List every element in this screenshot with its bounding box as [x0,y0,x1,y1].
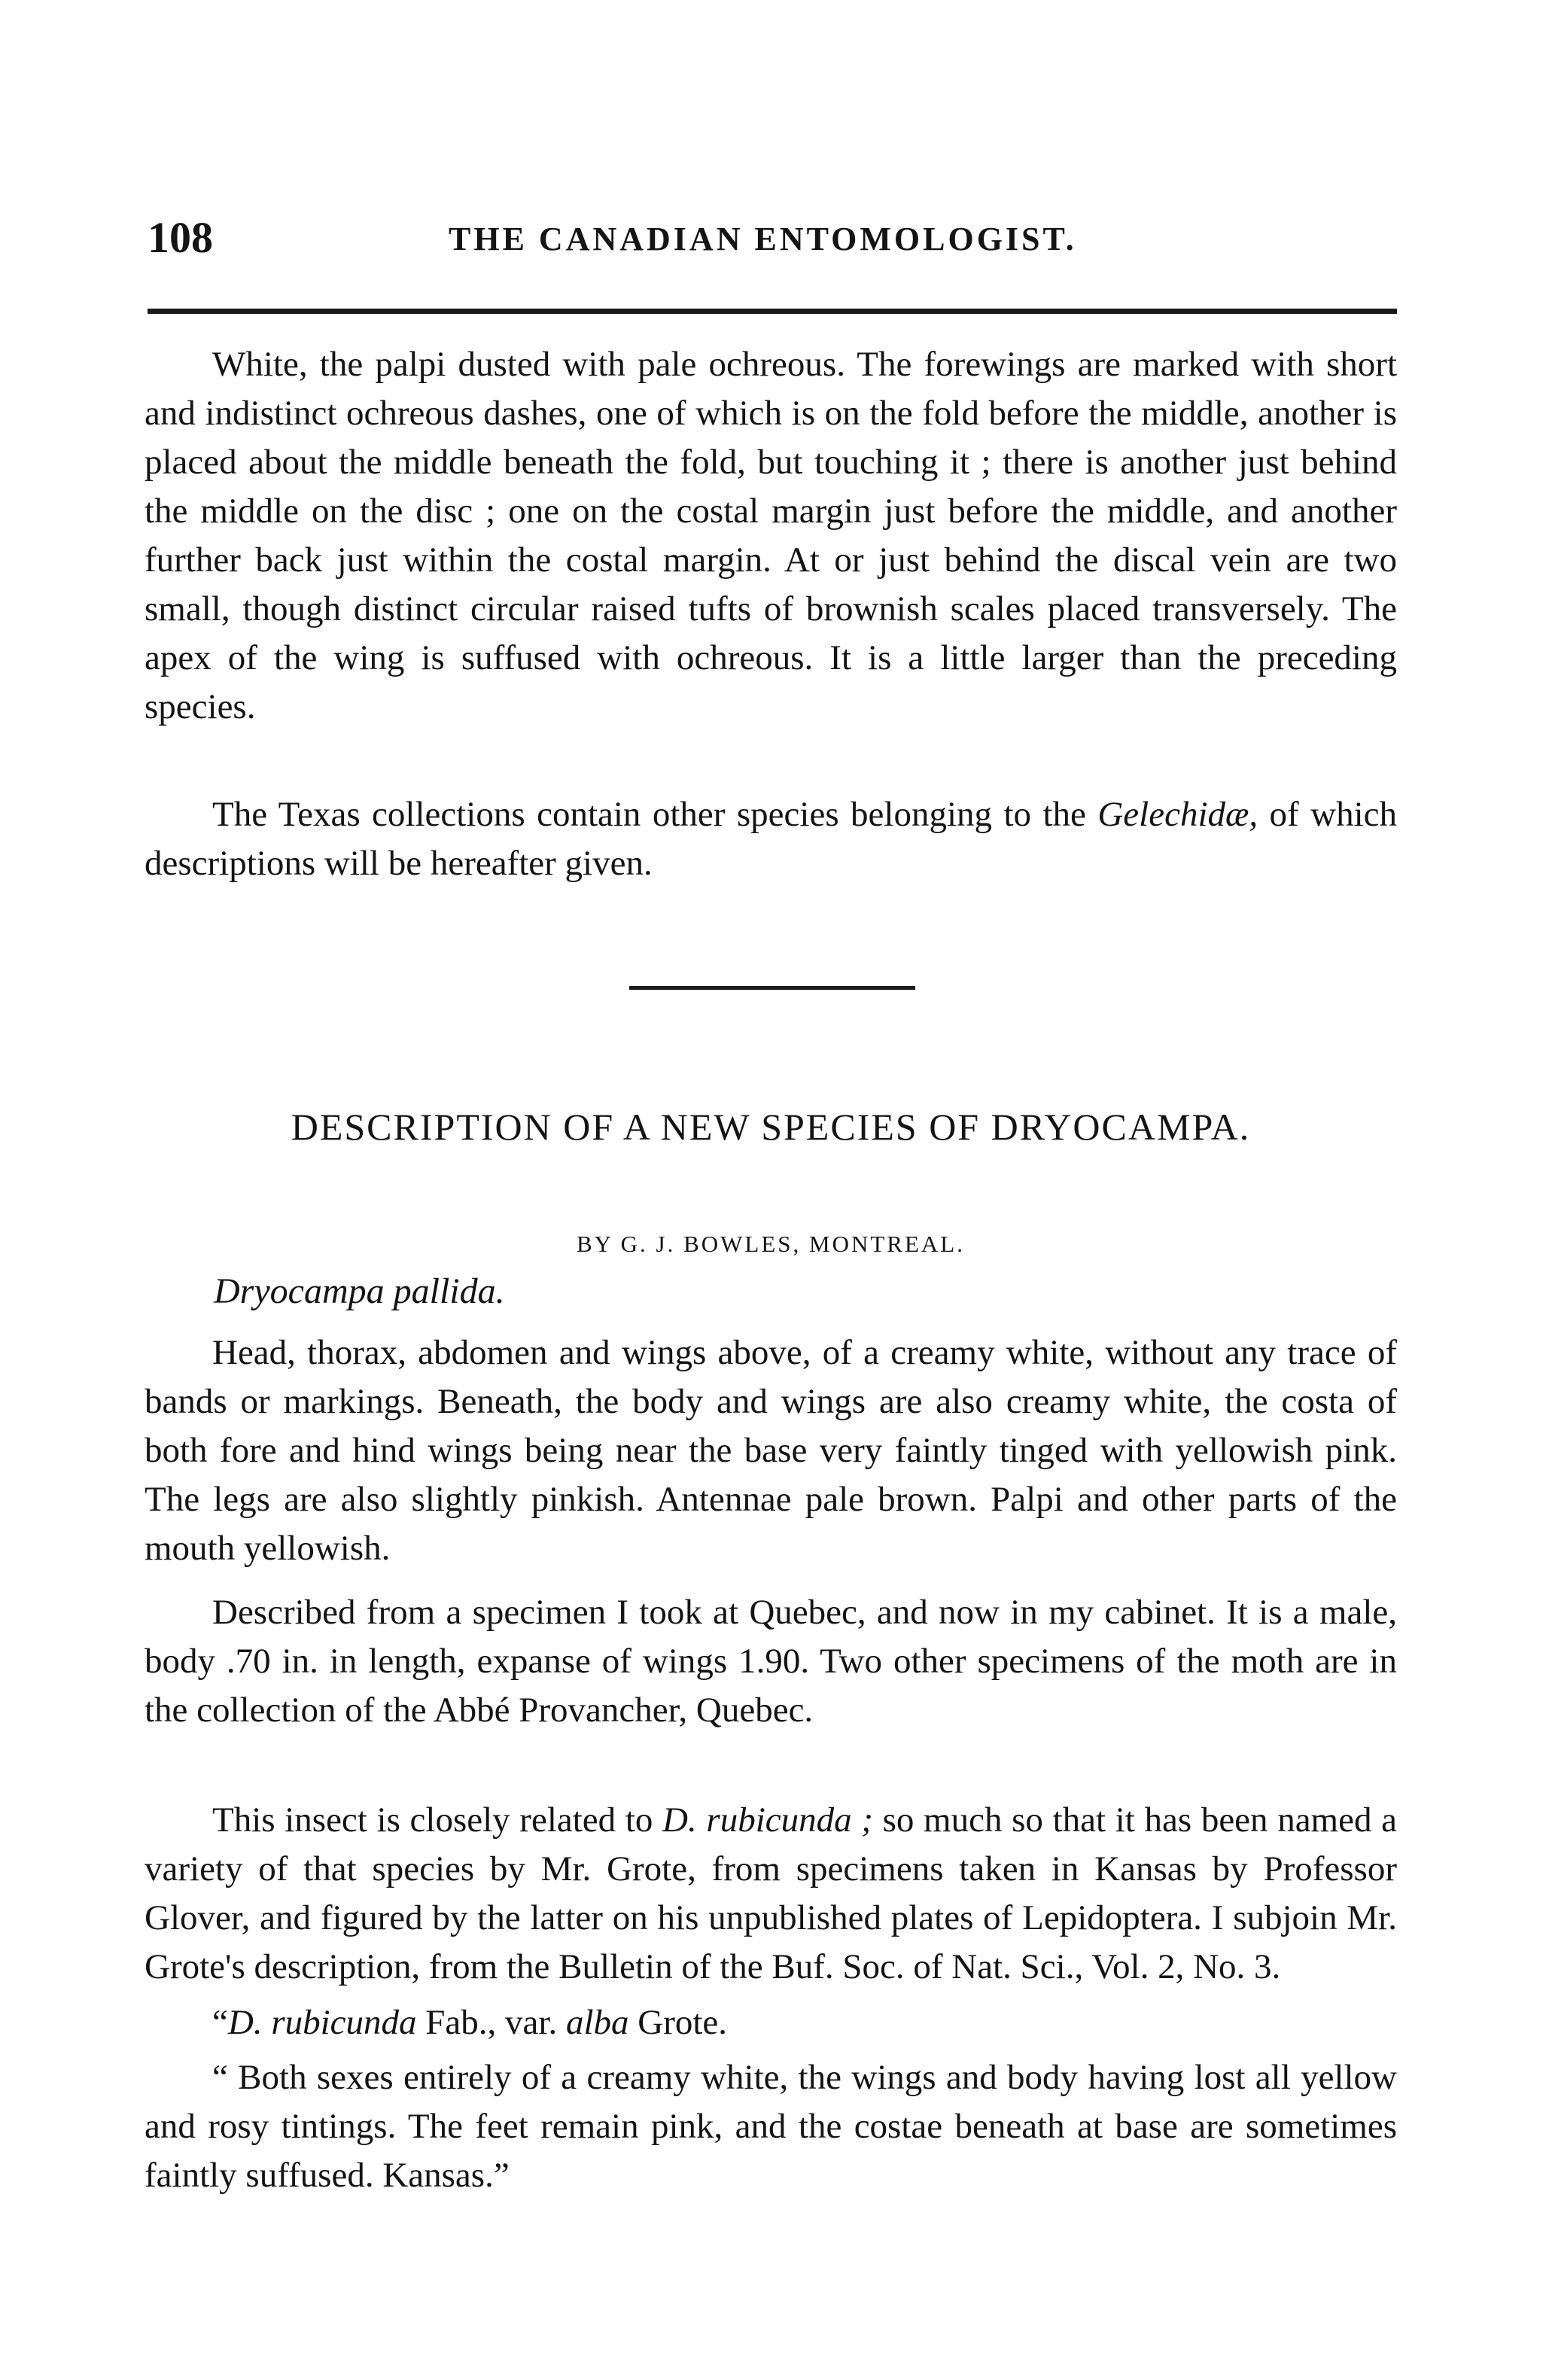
running-title: THE CANADIAN ENTOMOLOGIST. [449,221,1077,257]
species-name-italic: D. rubicunda [227,2003,417,2042]
paragraph-run: Grote. [628,2003,728,2042]
quote-body [145,2053,1397,2200]
paragraph-top-1 [145,340,1397,732]
quote-heading [145,1998,1397,2047]
paragraph-text [145,1796,1397,1992]
species-name-italic: D. rubicunda ; [662,1800,873,1840]
species-heading: Dryocampa pallida. [214,1271,505,1311]
paragraph-run: The Texas collections contain other species belonging to the [212,795,1086,834]
article-byline: BY G. J. BOWLES, MONTREAL. [576,1231,965,1257]
article-paragraph-2 [145,1588,1397,1735]
paragraph-text: White, the palpi dusted with pale ochreous. The forewings are marked with short and indistinct ochreous dashes, one of which is on the fold before the middle, another is placed about the middle beneath the fold, but touching it ; there is another just behind the middle on the disc ; one on the costal margin just before the middle, and another further back just within the costal margin. At or just behind the discal vein are two small, though distinct circular raised tufts of brownish scales placed transversely. The apex of the wing is suffused with ochreous. It is a little larger than the preceding species. [145,345,1397,726]
paragraph-run: so much so that it has been named a variety of that species by Mr. Grote, from specimens taken in Kansas by Professor Glover, and figured by the latter on his unpublished plates of Lepidoptera. I subjoin Mr. Grote's description, from the Bulletin of the Buf. Soc. of Nat. Sci., Vol. 2, No. 3. [145,1800,1398,1986]
paragraph-text: “ Both sexes entirely of a creamy white, the wings and body having lost all yellow and rosy tintings. The feet remain pink, and the costae beneath at base are sometimes faintly suffused. Kansas.” [145,2058,1397,2195]
quote-mark: “ [212,2003,228,2042]
page-header [148,212,1397,272]
paragraph-run: This insect is closely related to [212,1800,663,1840]
article-paragraph-1 [145,1328,1397,1573]
paragraph-text: Head, thorax, abdomen and wings above, of a creamy white, without any trace of bands or markings. Beneath, the body and wings are also creamy white, the costa of both fore and hind wings being near the base very faintly tinged with yellowish pink. The legs are also slightly pinkish. Antennae pale brown. Palpi and other parts of the mouth yellowish. [145,1333,1397,1568]
paragraph-top-2 [145,790,1397,888]
article-paragraph-3 [145,1796,1397,1992]
header-rule [148,309,1397,314]
family-name-italic: Gelechidæ, [1097,795,1258,834]
variety-name-italic: alba [565,2003,629,2042]
page-number: 108 [148,213,213,262]
paragraph-text [145,790,1397,888]
paragraph-text: Described from a specimen I took at Quebec, and now in my cabinet. It is a male, body .70 in. in length, expanse of wings 1.90. Two other specimens of the moth are in the collection of the Abbé Provancher, Quebec. [145,1593,1397,1730]
section-separator [629,986,915,990]
paragraph-text [145,1998,1397,2047]
article-title: DESCRIPTION OF A NEW SPECIES OF DRYOCAMPA. [291,1106,1251,1148]
paragraph-run: Fab., var. [416,2003,566,2042]
paragraph-run: of which descriptions will be hereafter given. [145,795,1398,883]
